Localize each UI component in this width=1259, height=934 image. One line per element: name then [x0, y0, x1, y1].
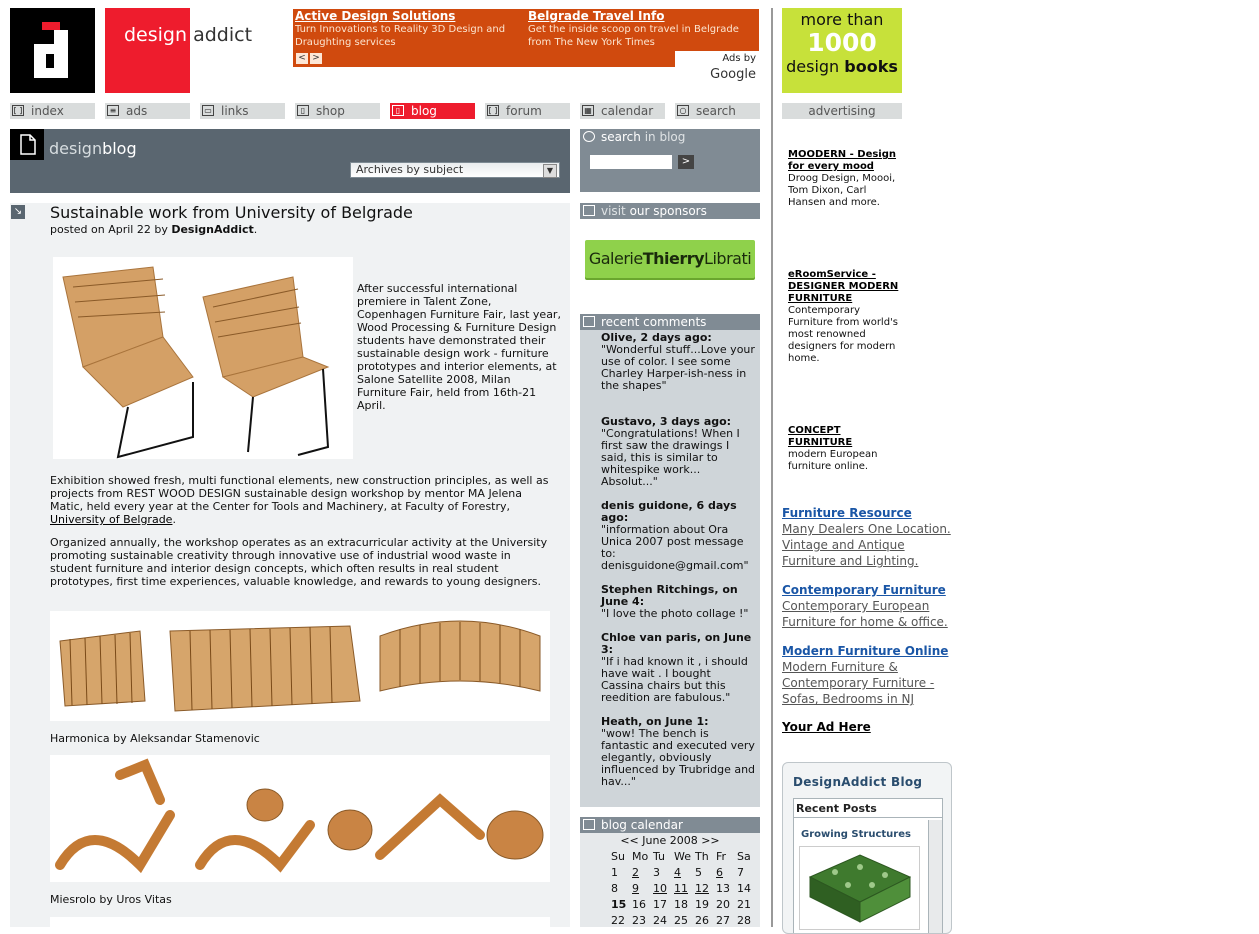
calendar-day: 22 [611, 914, 625, 927]
calendar-day: 14 [737, 882, 751, 895]
logo-word-addict: addict [193, 24, 253, 46]
recent-comments-header [580, 314, 760, 330]
side-ad-moodern [788, 149, 903, 209]
column-divider [771, 8, 773, 927]
google-ad-link[interactable]: Furniture Resource [782, 506, 912, 520]
comment-author: Chloe van paris, on June 3: [601, 631, 752, 656]
nav-links[interactable] [200, 103, 285, 119]
calendar-day: 13 [716, 882, 730, 895]
blog-calendar [580, 833, 760, 927]
logo-d-icon [10, 8, 95, 93]
weekday: Tu [653, 850, 666, 863]
comment-text: "Wonderful stuff...Love your use of color. I see some Charley Harper-ish-ness in the shapes" [601, 343, 755, 392]
side-ad-concept [788, 425, 903, 473]
post-paragraph-2: Organized annually, the workshop operates as an extracurricular activity at the University promoting sustainable creativity through innovative use of industrial wood waste in student furniture and interior design concepts, which often results in real student prototypes, first time experiences, valuable knowledge, and rewards to young designers. [50, 536, 548, 588]
blog-title [49, 139, 137, 158]
widget-title[interactable]: DesignAddict Blog [793, 775, 923, 789]
comment-item[interactable] [601, 716, 756, 788]
calendar-day: 23 [632, 914, 646, 927]
calendar-day: 3 [653, 866, 660, 879]
calendar-day: 20 [716, 898, 730, 911]
caption-harmonica: Harmonica by Aleksandar Stamenovic [50, 732, 260, 745]
weekday: Su [611, 850, 625, 863]
google-ad-text[interactable]: Many Dealers One Location. Vintage and Antique Furniture and Lighting. [782, 522, 951, 568]
side-ad-text: modern European furniture online. [788, 449, 878, 472]
blog-calendar-label: blog calendar [601, 818, 683, 832]
speech-bubble-icon [583, 316, 595, 327]
nav-calendar-label: calendar [601, 104, 654, 118]
nav-calendar[interactable] [580, 103, 665, 119]
your-ad-here-link[interactable]: Your Ad Here [782, 720, 871, 734]
calendar-day: 1 [611, 866, 618, 879]
nav-index[interactable] [10, 103, 95, 119]
nav-blog-label: blog [411, 104, 437, 118]
comment-item[interactable] [601, 584, 756, 620]
post-paragraph-1-end: . [172, 513, 176, 526]
google-ad-furniture-resource [782, 505, 957, 569]
calendar-week [611, 882, 758, 895]
blog-title-a: design [49, 139, 103, 158]
search-icon: ○ [677, 105, 689, 116]
comment-item[interactable] [601, 500, 756, 572]
calendar-day-link[interactable]: 4 [674, 866, 681, 879]
post-image-miesrolo [50, 755, 550, 882]
comment-text: "information about Ora Unica 2007 post message to: denisguidone@gmail.com" [601, 523, 749, 572]
calendar-day: 21 [737, 898, 751, 911]
blog-header [10, 129, 570, 193]
weekday: We [674, 850, 691, 863]
calendar-day: 28 [737, 914, 751, 927]
nav-ads-label: ads [126, 104, 148, 118]
calendar-week [611, 914, 758, 927]
calendar-day: 27 [716, 914, 730, 927]
ads-icon: ≡ [107, 105, 119, 116]
shop-icon: ▯ [297, 105, 309, 116]
galerie-word-a: Galerie [588, 249, 643, 268]
comment-item[interactable] [601, 332, 756, 392]
comment-item[interactable] [601, 416, 756, 488]
calendar-icon [583, 819, 595, 830]
galerie-sponsor-banner[interactable] [585, 240, 755, 278]
recent-comments-list [580, 330, 760, 807]
blog-widget [782, 762, 952, 934]
archives-select[interactable] [350, 162, 560, 178]
post-title[interactable]: Sustainable work from University of Belgrade [50, 203, 413, 222]
post-meta-suffix: . [253, 223, 258, 236]
google-ad-text[interactable]: Contemporary European Furniture for home & office. [782, 599, 948, 629]
top-ad-1-text: Turn Innovations to Reality 3D Design and Draughting services [295, 24, 506, 48]
post-image-harmonica [50, 611, 550, 721]
calendar-day-link[interactable]: 11 [674, 882, 688, 895]
google-ad-link[interactable]: Contemporary Furniture [782, 583, 946, 597]
calendar-day-link[interactable]: 10 [653, 882, 667, 895]
monitor-icon [583, 205, 595, 216]
calendar-today: 15 [611, 898, 627, 911]
chevron-down-icon: ▼ [543, 164, 557, 178]
comment-item[interactable] [601, 632, 756, 704]
comment-text: "Congratulations! When I first saw the drawings I said, this is similar to whitespike work... Absolut..." [601, 427, 740, 488]
comment-text: "I love the photo collage !" [601, 607, 749, 620]
google-ad-modern-online [782, 643, 957, 707]
comment-author: Stephen Ritchings, on June 4: [601, 583, 738, 608]
post-image-chairs [53, 257, 353, 459]
blog-calendar-header [580, 817, 760, 833]
nav-index-label: index [31, 104, 64, 118]
nav-search[interactable] [675, 103, 760, 119]
post-content [10, 203, 570, 927]
blog-icon: ▯ [392, 105, 404, 116]
calendar-week [611, 898, 758, 911]
nav-forum[interactable] [485, 103, 570, 119]
post-paragraph-1-text: Exhibition showed fresh, multi functional elements, new construction principles, as well as projects from REST WOOD DESIGN sustainable design workshop by mentor MA Jelena Matic, held every year at the Center for Tools and Machinery, at Faculty of Forestry, [50, 474, 549, 513]
calendar-month-nav[interactable]: << June 2008 >> [620, 834, 720, 847]
ad-prev-arrow-icon[interactable]: < [296, 53, 308, 64]
books-line3-a: design [786, 57, 840, 76]
search-go-button[interactable]: > [678, 155, 694, 169]
post-arrow-icon: ↘ [11, 205, 25, 219]
calendar-day: 16 [632, 898, 646, 911]
side-ad-link[interactable]: eRoomService - DESIGNER MODERN FURNITURE [788, 269, 899, 304]
comment-text: "wow! The bench is fantastic and executed very elegantly, obviously influenced by Trubridge and hav..." [601, 727, 756, 788]
books-line3-b: books [844, 57, 898, 76]
caption-miesrolo: Miesrolo by Uros Vitas [50, 893, 172, 906]
top-ad-2-link[interactable]: Belgrade Travel Info [528, 9, 665, 23]
weekday: Th [695, 850, 709, 863]
ad-next-arrow-icon[interactable]: > [310, 53, 322, 64]
calendar-day-link[interactable]: 12 [695, 882, 709, 895]
weekday: Mo [632, 850, 649, 863]
nav-ads[interactable] [105, 103, 190, 119]
search-label-b: in blog [644, 130, 686, 144]
google-ad-contemporary [782, 582, 957, 630]
widget-recent-posts: Recent Posts [794, 799, 942, 818]
forum-icon: [ ] [488, 106, 498, 115]
calendar-day: 24 [653, 914, 667, 927]
harmonica-photo [50, 611, 550, 721]
galerie-word-b: Thierry [642, 249, 705, 268]
sponsors-header [580, 203, 760, 219]
galerie-word-c: Librati [704, 249, 752, 268]
logo-red-block[interactable] [105, 8, 190, 93]
google-ad-text[interactable]: Modern Furniture & Contemporary Furniture - Sofas, Bedrooms in NJ [782, 660, 935, 706]
index-icon: [ ] [13, 106, 23, 115]
google-label: Google [710, 67, 756, 82]
comment-author: Heath, on June 1: [601, 715, 709, 728]
calendar-day: 5 [695, 866, 702, 879]
blog-page-icon [10, 129, 44, 160]
blog-search-box [580, 145, 760, 192]
side-ad-text: Contemporary Furniture from world's most renowned designers for modern home. [788, 305, 899, 364]
archives-select-label: Archives by subject [356, 163, 464, 176]
search-label-a: search [601, 130, 641, 144]
nav-blog[interactable] [390, 103, 475, 119]
calendar-day-link[interactable]: 2 [632, 866, 639, 879]
side-ad-eroomservice [788, 269, 903, 365]
growing-structures-photo [800, 847, 919, 929]
ads-by-google[interactable] [675, 51, 759, 82]
top-ad-1 [295, 9, 523, 49]
post-intro: After successful international premiere in Talent Zone, Copenhagen Furniture Fair, last year, Wood Processing & Furniture Design students have demonstrated their sustainable design work - furniture prototypes and interior elements, at Salone Satellite 2008, Milan Furniture Fair, held from 16th-21 April. [357, 282, 561, 412]
calendar-icon: ▦ [582, 105, 594, 116]
post-meta [50, 223, 257, 236]
calendar-day: 8 [611, 882, 618, 895]
magnifier-icon [583, 131, 595, 142]
chairs-photo [53, 257, 353, 459]
design-books-ad[interactable] [782, 8, 902, 93]
top-ad-2-text: Get the inside scoop on travel in Belgrade from The New York Times [528, 24, 739, 48]
comment-author: Gustavo, 3 days ago: [601, 415, 732, 428]
calendar-day-link[interactable]: 9 [632, 882, 639, 895]
nav-search-label: search [696, 104, 736, 118]
side-ad-link[interactable]: MOODERN - Design for every mood [788, 149, 897, 172]
university-link[interactable]: University of Belgrade [50, 513, 173, 526]
widget-scrollbar[interactable] [928, 820, 942, 934]
comment-text: "If i had known it , i should have wait . I bought Cassina chairs but this reedition are fabulous." [601, 655, 748, 704]
nav-forum-label: forum [506, 104, 542, 118]
top-ad-banner [293, 9, 759, 82]
ads-by-label: Ads by [722, 53, 756, 64]
post-meta-prefix: posted on April 22 by [50, 223, 168, 236]
books-line1: more than [800, 10, 884, 29]
calendar-day: 26 [695, 914, 709, 927]
widget-panel [793, 798, 943, 934]
logo-word-design: design [124, 24, 188, 46]
comment-author: Olive, 2 days ago: [601, 331, 712, 344]
post-image-next [50, 917, 550, 927]
calendar-day: 25 [674, 914, 688, 927]
side-ad-text: Droog Design, Moooi, Tom Dixon, Carl Hansen and more. [788, 173, 896, 208]
top-ad-1-link[interactable]: Active Design Solutions [295, 9, 456, 23]
nav-advertising[interactable]: advertising [782, 103, 902, 119]
calendar-day-link[interactable]: 6 [716, 866, 723, 879]
calendar-day: 17 [653, 898, 667, 911]
links-icon: ▭ [202, 105, 214, 116]
calendar-day: 18 [674, 898, 688, 911]
weekday: Fr [716, 850, 727, 863]
widget-post-image[interactable] [799, 846, 920, 930]
calendar-week [611, 866, 758, 879]
top-ad-2 [528, 9, 756, 49]
google-ad-link[interactable]: Modern Furniture Online [782, 644, 949, 658]
books-line2: 1000 [807, 28, 877, 57]
nav-links-label: links [221, 104, 249, 118]
sponsors-label-a: visit [601, 204, 626, 218]
weekday: Sa [737, 850, 751, 863]
recent-comments-label: recent comments [601, 315, 707, 329]
nav-shop-label: shop [316, 104, 345, 118]
post-paragraph-1 [50, 474, 555, 526]
search-in-blog-header [580, 129, 760, 145]
calendar-day: 7 [737, 866, 744, 879]
post-author[interactable]: DesignAddict [171, 223, 254, 236]
books-line3 [782, 57, 902, 76]
calendar-day: 19 [695, 898, 709, 911]
comment-author: denis guidone, 6 days ago: [601, 499, 737, 524]
widget-post-link[interactable]: Growing Structures [801, 829, 911, 840]
sponsors-label-b: our sponsors [629, 204, 707, 218]
blog-title-b: blog [102, 139, 137, 158]
logo-mark[interactable] [10, 8, 95, 93]
side-ad-link[interactable]: CONCEPT FURNITURE [788, 425, 853, 448]
calendar-weekdays [611, 850, 758, 863]
logo-wordmark[interactable] [124, 24, 252, 46]
miesrolo-photo [50, 755, 550, 882]
blog-search-input[interactable] [590, 155, 672, 169]
nav-shop[interactable] [295, 103, 380, 119]
